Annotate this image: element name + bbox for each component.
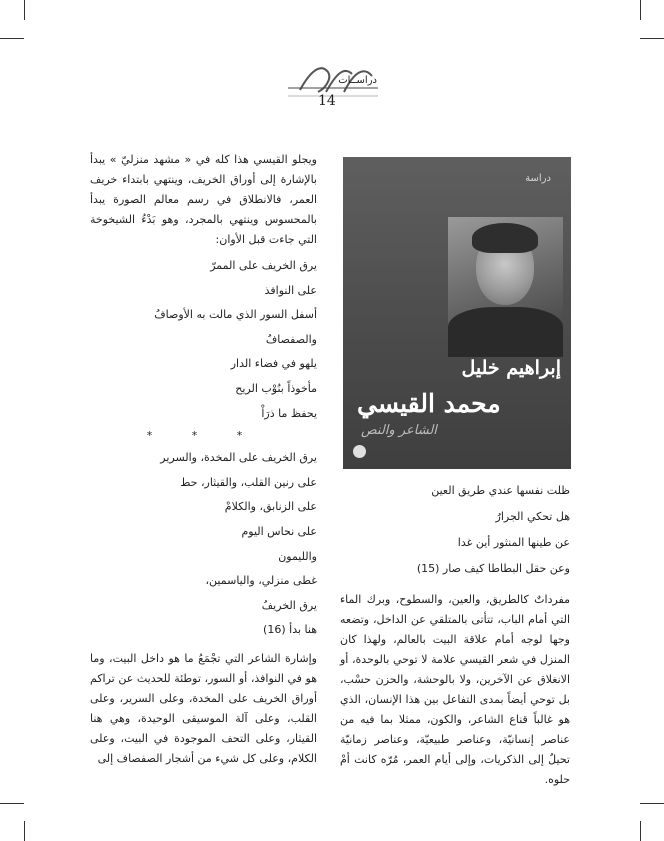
verse-line: يلهو في فضاء الدار	[230, 357, 317, 371]
author-portrait	[448, 217, 563, 357]
verse-line: مأخوذاً بنُوْب الريح	[235, 381, 317, 395]
verse-line: هنا بدأ (16)	[263, 623, 317, 637]
verse-line: عن طينها المنثور أين غدا	[457, 536, 570, 549]
verse-line: غطى منزلي، والياسمين،	[205, 574, 317, 588]
section-divider: * * *	[146, 429, 261, 443]
cover-author: إبراهيم خليل	[461, 357, 561, 379]
intro-paragraph: ويجلو القيسي هذا كله في « مشهد منزليّ » يبدأ بالإشارة إلى أوراق الخريف، وينتهي بابتداء خريف العمر، فالانطلاق في رسم معالم الصورة يبدأ بالمحسوس وينتهي بالمجرد، وهو بَدْءُ الشيخوخة التي جاءت قبل الأوان:	[90, 153, 317, 246]
body-paragraph: مفرداتٌ كالطريق، والعين، والسطوح، وبرك الماء التي أمام الباب، تتأتى بالمتلقي عن الداخل، وتضعه وجها لوجه أمام علاقة البيت بالعالم، ولهذا كان المنزل في شعر القيسي علامة لا توحي بالوحدة، أو الانغلاق عن الآخرين، ولا بالوحشة، والحزن حسْب، بل توحي أيضاً بمدى التفاعل بين هذا الإنسان، الذي هو غالباً قناع الشاعر، والكون، ممثلا بما فيه من عناصر إنسانيّة، وعناصر طبيعيّة، وعناصر زمانيّة تحيلُ إلى الذكريات، وإلى أيام العمر، مُرّه كانت أمْ حلوه.	[340, 593, 570, 786]
cover-subtitle: الشاعر والنص	[361, 423, 437, 438]
crop-mark	[0, 38, 24, 39]
crop-mark	[640, 821, 641, 841]
right-column	[90, 150, 317, 769]
verse-line: يحفظ ما ذرَاْ	[261, 406, 317, 420]
crop-mark	[640, 38, 664, 39]
verse-line: يرق الخريفُ	[261, 598, 317, 612]
verse-line: على النوافذ	[264, 283, 317, 297]
verse-line: يرق الخريف على المخدة، والسرير	[160, 451, 317, 465]
portrait-shoulders	[448, 307, 563, 357]
crop-mark	[640, 803, 664, 804]
book-cover-image	[343, 157, 571, 469]
verse-line: على رنين القلب، والقيثار، حط	[180, 475, 317, 489]
crop-mark	[24, 821, 25, 841]
verse-line: هل تحكي الجرارُ	[495, 510, 570, 523]
cover-title: محمد القيسي	[357, 389, 501, 418]
page-number: 14	[318, 93, 336, 109]
section-label: دراســات	[338, 75, 377, 86]
closing-paragraph: وإشارة الشاعر التي تجْمَعُ ما هو داخل البيت، وما هو في النوافذ، أو السور، توطئة للحديث عن تراكم أوراق الخريف على المخدة، وعلى السرير، وعلى القلب، وعلى آلة الموسيقى الوحيدة، وهي هنا القيثار، وعلى التحف الموجودة في البيت، وعلى الكلام، وعلى كل شيء من أشجار الصفصاف إلى	[90, 651, 317, 765]
crop-mark	[0, 803, 24, 804]
verse-line: ظلت نفسها عندي طريق العين	[431, 484, 570, 497]
crop-mark	[24, 0, 25, 20]
verse-line: أسفل السور الذي مالت به الأوصافُ	[154, 308, 317, 322]
verse-line: على نحاس اليوم	[241, 524, 317, 538]
verse-line: على الزنابق، والكلامْ	[224, 500, 317, 514]
publisher-logo-icon	[353, 445, 366, 458]
verse-line: والصفصافُ	[265, 332, 317, 346]
verse-line: والليمون	[278, 549, 317, 563]
left-column	[340, 478, 570, 790]
verse-line: يرق الخريف على الممرّ	[210, 259, 317, 272]
cover-series-label: دراسة	[525, 173, 551, 184]
verse-line: وعن حقل البطاطا كيف صار (15)	[416, 562, 570, 575]
crop-mark	[640, 0, 641, 20]
portrait-hair	[472, 223, 538, 253]
